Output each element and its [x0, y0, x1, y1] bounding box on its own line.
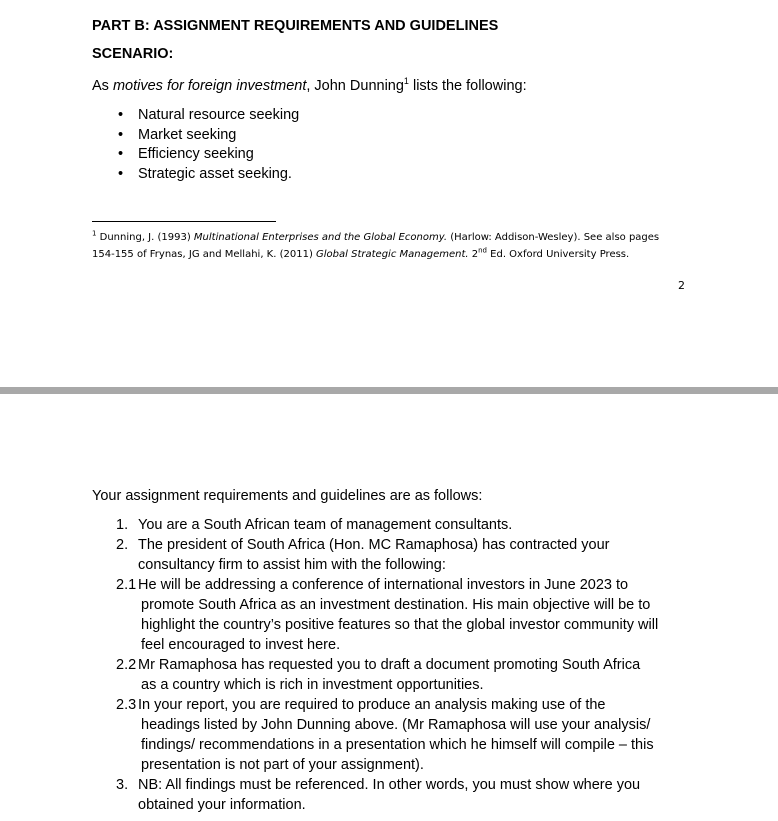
page-number: 2 [678, 279, 685, 292]
bullet-icon: • [118, 126, 124, 143]
motives-list [118, 106, 299, 185]
list-item-cont: feel encouraged to invest here. [141, 637, 341, 653]
list-item: NB: All findings must be referenced. In other words, you must show where you [138, 777, 641, 793]
list-item: • Efficiency seeking [118, 145, 299, 165]
list-item-cont: headings listed by John Dunning above. (Mr Ramaphosa will use your analysis/ [141, 717, 651, 733]
list-item-cont: consultancy firm to assist him with the following: [138, 557, 446, 573]
list-item: He will be addressing a conference of international investors in June 2023 to [138, 577, 629, 593]
intro-paragraph [92, 76, 527, 96]
intro-prefix: As [92, 78, 113, 94]
document-page-1 [0, 0, 778, 387]
bullet-icon: • [118, 166, 124, 183]
list-item-cont: highlight the country’s positive features so that the global investor community will [141, 617, 659, 633]
item-label: 2.2 [116, 657, 137, 673]
list-item-cont: presentation is not part of your assignment). [141, 757, 424, 773]
list-item: The president of South Africa (Hon. MC Ramaphosa) has contracted your [138, 537, 610, 553]
list-item-cont: promote South Africa as an investment destination. His main objective will be to [141, 597, 651, 613]
requirements-intro: Your assignment requirements and guidelines are as follows: [92, 488, 483, 504]
list-item-cont: obtained your information. [138, 797, 306, 813]
list-item: Mr Ramaphosa has requested you to draft a document promoting South Africa [138, 657, 641, 673]
intro-suffix: lists the following: [408, 78, 527, 94]
footnote-line-2: 154-155 of Frynas, JG and Mellahi, K. (2011) Global Strategic Management. 2nd Ed. Oxford University Press. [92, 246, 630, 260]
intro-mid: , John Dunning [306, 78, 404, 94]
part-b-heading: PART B: ASSIGNMENT REQUIREMENTS AND GUIDELINES [92, 18, 499, 34]
page-gap [0, 387, 778, 394]
scenario-heading: SCENARIO: [92, 46, 174, 62]
item-label: 2.3 [116, 697, 137, 713]
list-item: • Market seeking [118, 126, 299, 146]
list-item-cont: findings/ recommendations in a presentation which he himself will compile – this [141, 737, 654, 753]
footnote-line-1: $^1$ Dunning, J. (1993) Multinational Enterprises and the Global Economy. (Harlow: Addison-Wesley). See also pages [92, 229, 660, 243]
intro-italic: motives for foreign investment [112, 78, 307, 94]
footnote-separator [92, 221, 276, 222]
list-item: You are a South African team of management consultants. [138, 517, 513, 533]
document-page-2 [0, 394, 778, 821]
bullet-icon: • [118, 146, 124, 163]
list-item-cont: as a country which is rich in investment opportunities. [141, 677, 484, 693]
item-label: 2. [116, 537, 129, 553]
list-item: • Strategic asset seeking. [118, 165, 299, 185]
item-label: 1. [116, 517, 129, 533]
item-label: 3. [116, 777, 129, 793]
bullet-icon: • [118, 107, 124, 123]
footnote-ref: 1 [403, 76, 409, 87]
item-label: 2.1 [116, 577, 137, 593]
list-item: • Natural resource seeking [118, 106, 299, 126]
list-item: In your report, you are required to produce an analysis making use of the [138, 697, 606, 713]
